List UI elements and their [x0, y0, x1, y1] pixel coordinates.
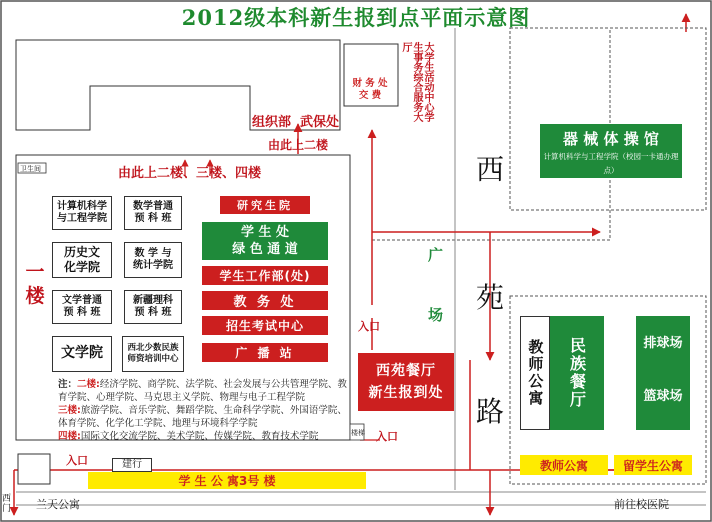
road-label-xi: 西: [476, 153, 505, 186]
to-hospital-label: 前往校医院: [614, 498, 669, 511]
green-channel-line2: 绿 色 通 道: [232, 242, 298, 257]
ethnic-canteen-box: 民族餐厅: [550, 316, 604, 430]
grad-school-box: 研究生院: [220, 196, 310, 214]
entrance-label-main: 入口: [358, 320, 380, 333]
west-gate-label: 西门: [2, 494, 12, 514]
student-dorm-3-box: 学 生 公 寓3号 楼: [88, 472, 366, 489]
plaza-label-guang: 广: [428, 246, 444, 264]
room-xinjiang: 新疆理科 预 科 班: [124, 290, 182, 324]
canteen-registration-box: 西苑餐厅 新生报到处: [358, 353, 454, 411]
plaza-label-chang: 场: [428, 306, 444, 324]
room-wenxue: 文学院: [52, 336, 112, 372]
notes-floor3-text: 旅游学院、音乐学院、舞蹈学院、生命科学学院、外国语学院、体育学院、化学化工学院、地理与环境科学学院: [58, 405, 347, 429]
student-affairs-box: 学生工作部(处): [202, 266, 328, 285]
bank-box: 建行: [112, 458, 152, 472]
upstairs-234-label: 由此上二楼、三楼、四楼: [118, 166, 262, 181]
first-floor-label: 一楼: [25, 261, 45, 307]
notes-floor2-text: 经济学院、商学院、法学院、社会发展与公共管理学院、教育学院、心理学院、马克思主义学院、物理与电子工程学院: [58, 379, 347, 403]
volleyball-court: 排球场: [643, 336, 683, 351]
room-cs: 计算机科学 与工程学院: [52, 196, 112, 230]
gym-box: [540, 124, 682, 178]
room-history: 历史文 化学院: [52, 242, 112, 278]
gym-subtitle: 计算机科学与工程学院（校园一卡通办理点）: [543, 152, 679, 175]
room-math-stat: 数 学 与 统计学院: [124, 242, 182, 278]
entrance-label-lower: 入口: [376, 430, 398, 443]
basketball-court: 篮球场: [643, 389, 683, 404]
road-label-yuan: 苑: [476, 281, 505, 314]
teacher-apt-box: 教师公寓: [520, 316, 550, 430]
notes-floor2-key: 二楼:: [77, 379, 100, 390]
east-block-north: [510, 28, 706, 210]
page-title: 2012级本科新生报到点平面示意图: [181, 5, 531, 30]
floor-notes: [58, 378, 348, 443]
finance-office-box: 财 务 处 交 费: [352, 78, 388, 101]
security-dept-label: 武保处: [300, 115, 340, 130]
lantian-apt-label: 兰天公寓: [36, 498, 80, 511]
notes-head: 注：: [58, 379, 78, 390]
room-math-pre: 数学普通 预 科 班: [124, 196, 182, 230]
teacher-apt-2-box: 教师公寓: [520, 455, 608, 475]
gym-title: 器 械 体 操 馆: [563, 130, 659, 148]
road-label-lu: 路: [476, 395, 505, 428]
sw-small-building: [18, 454, 50, 484]
admission-center-box: 招生考试中心: [202, 316, 328, 335]
north-building-outline: [16, 40, 340, 130]
green-channel-box: [202, 222, 328, 260]
academic-affairs-box: 教 务 处: [202, 291, 328, 310]
notes-floor3-key: 三楼:: [58, 405, 81, 416]
stairs-label: 楼梯: [351, 429, 365, 437]
courts-box: [636, 316, 690, 430]
green-channel-line1: 学 生 处: [240, 225, 290, 240]
clinic-label: 卫生间: [20, 165, 41, 173]
notes-floor4-text: 国际文化交流学院、美术学院、传媒学院、教育技术学院: [80, 431, 319, 442]
entrance-label-west: 入口: [66, 454, 88, 467]
notes-floor4-key: 四楼:: [58, 431, 81, 442]
upstairs-2-label: 由此上二楼: [268, 138, 329, 152]
room-minority: 西北少数民族 师资培训中心: [122, 336, 184, 372]
service-hall-label: 大学生活动中心学生事务综合服务大厅: [400, 42, 433, 122]
org-dept-label: 组织部: [252, 115, 292, 130]
radio-station-box: 广 播 站: [202, 343, 328, 362]
intl-student-apt-box: 留学生公寓: [614, 455, 692, 475]
room-lit-pre: 文学普通 预 科 班: [52, 290, 112, 324]
